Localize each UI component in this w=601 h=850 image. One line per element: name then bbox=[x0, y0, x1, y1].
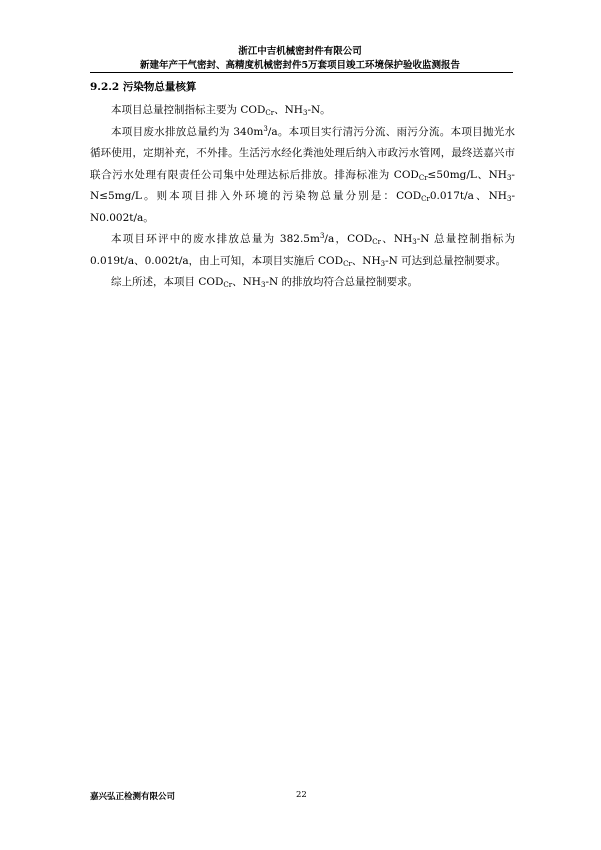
text-run: -N 的排放均符合总量控制要求。 bbox=[265, 276, 419, 288]
subscript: 3 bbox=[380, 259, 386, 268]
section-title: 9.2.2 污染物总量核算 bbox=[90, 81, 197, 93]
subscript: 3 bbox=[506, 195, 512, 203]
page-number: 22 bbox=[296, 790, 307, 800]
text-run: 本项目总量控制指标主要为 COD bbox=[111, 104, 266, 116]
header-divider bbox=[90, 72, 513, 73]
body-text bbox=[90, 100, 515, 294]
paragraph-4 bbox=[90, 272, 515, 294]
text-run: 、NH bbox=[274, 104, 303, 116]
text-run: 、NH bbox=[232, 276, 261, 288]
text-run: -N 总量控制指标为 0.019t/a、0.002t/a，由上可知，本项目实施后 COD bbox=[90, 233, 515, 267]
text-run: 、NH bbox=[380, 233, 413, 245]
text-run: /a。本项目实行清污分流、雨污分流。本项目抛光水循环使用，定期补充，不外排。生活污水经化粪池处理后纳入市政污水管网，最终送嘉兴市联合污水处理有限责任公司集中处理达标后排放。排海标准为 COD bbox=[90, 125, 515, 181]
text-run: -N。 bbox=[307, 104, 331, 116]
text-run: /a，COD bbox=[324, 233, 373, 245]
subscript: Cr bbox=[343, 259, 352, 268]
text-run: 本项目废水排放总量约为 340m bbox=[111, 125, 264, 138]
subscript: Cr bbox=[223, 281, 233, 289]
subscript: 3 bbox=[302, 109, 308, 117]
subscript: 3 bbox=[260, 281, 266, 289]
text-run: 本项目环评中的废水排放总量为 382.5m bbox=[111, 233, 320, 245]
header-company: 浙江中吉机械密封件有限公司 bbox=[238, 46, 362, 57]
paragraph-2 bbox=[90, 122, 515, 230]
paragraph-3 bbox=[90, 229, 515, 272]
subscript: Cr bbox=[418, 173, 428, 182]
subscript: Cr bbox=[265, 109, 275, 117]
text-run: -N0.002t/a。 bbox=[90, 190, 515, 224]
text-run: -N 可达到总量控制要求。 bbox=[385, 254, 507, 267]
superscript: 3 bbox=[319, 232, 325, 240]
subscript: 3 bbox=[506, 173, 512, 182]
footer-company: 嘉兴弘正检测有限公司 bbox=[90, 792, 176, 802]
text-run: 综上所述，本项目 COD bbox=[111, 276, 224, 288]
superscript: 3 bbox=[263, 124, 268, 133]
subscript: Cr bbox=[421, 195, 430, 203]
paragraph-1 bbox=[90, 100, 515, 122]
text-run: -N≤5mg/L。则本项目排入外环境的污染物总量分别是：COD bbox=[90, 168, 515, 202]
subscript: Cr bbox=[372, 238, 381, 246]
text-run: ≤50mg/L、NH bbox=[427, 168, 507, 181]
header-report-title: 新建年产干气密封、高精度机械密封件5万套项目竣工环境保护验收监测报告 bbox=[139, 60, 461, 71]
subscript: 3 bbox=[412, 238, 417, 246]
text-run: 、NH bbox=[351, 254, 381, 267]
text-run: 0.017t/a、NH bbox=[429, 190, 507, 202]
